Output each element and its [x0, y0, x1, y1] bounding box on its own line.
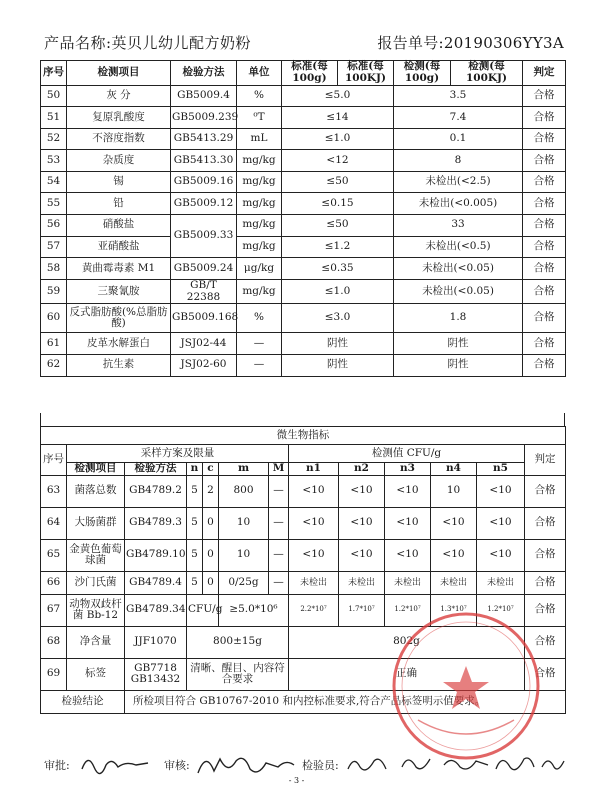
row-verdict: 合格	[523, 279, 566, 304]
micro-title: 微生物指标	[41, 427, 566, 445]
row-c: 0	[203, 571, 219, 594]
row-n2: 未检出	[339, 571, 385, 594]
row-method: GB7718 GB13432	[125, 658, 187, 690]
row-n3: 1.2*10⁷	[385, 594, 431, 626]
row-n2: 1.7*10⁷	[339, 594, 385, 626]
col-verdict: 判定	[525, 445, 566, 476]
row-unit: mg/kg	[237, 236, 282, 258]
row-detected: 未检出(<0.05)	[394, 279, 523, 304]
row-standard: 清晰、醒目、内容符合要求	[187, 658, 289, 690]
col-item: 检测项目	[67, 61, 171, 86]
col-n5: n5	[477, 463, 525, 476]
col-n1: n1	[289, 463, 339, 476]
row-standard: 阴性	[282, 333, 394, 355]
row-M: —	[269, 475, 289, 507]
row-item: 不溶度指数	[67, 128, 171, 150]
table-row	[41, 215, 566, 237]
row-standard: ≤1.2	[282, 236, 394, 258]
row-verdict: 合格	[525, 475, 566, 507]
row-n2: <10	[339, 475, 385, 507]
row-standard: 阴性	[282, 354, 394, 376]
table-row	[41, 475, 566, 507]
col-no: 序号	[41, 61, 67, 86]
row-no: 63	[41, 475, 67, 507]
row-m: 800	[219, 475, 269, 507]
row-n5: <10	[477, 475, 525, 507]
row-m: 0/25g	[219, 571, 269, 594]
col-n2: n2	[339, 463, 385, 476]
row-n: 5	[187, 539, 203, 571]
table-row	[41, 128, 566, 150]
row-no: 56	[41, 215, 67, 237]
row-detected: 阴性	[394, 333, 523, 355]
row-no: 59	[41, 279, 67, 304]
row-item: 硝酸盐	[67, 215, 171, 237]
row-n3: <10	[385, 475, 431, 507]
table-row	[41, 171, 566, 193]
row-method: GB5413.30	[171, 150, 237, 172]
row-c: 0	[203, 539, 219, 571]
physchem-table	[40, 60, 566, 377]
row-M: —	[269, 571, 289, 594]
row-detected: 8	[394, 150, 523, 172]
row-n4: <10	[431, 539, 477, 571]
row-standard: ≤5.0	[282, 85, 394, 107]
row-standard: 800±15g	[187, 626, 289, 658]
row-unit: ⁰T	[237, 107, 282, 129]
row-verdict: 合格	[523, 193, 566, 215]
row-no: 67	[41, 594, 67, 626]
row-no: 61	[41, 333, 67, 355]
row-no: 62	[41, 354, 67, 376]
row-method: GB4789.2	[125, 475, 187, 507]
row-unit: %	[237, 304, 282, 333]
col-c: c	[203, 463, 219, 476]
row-m: ≥5.0*10⁶	[219, 594, 289, 626]
row-c: 2	[203, 475, 219, 507]
table-row	[41, 258, 566, 280]
table-row	[41, 85, 566, 107]
detect-value-header: 检测值 CFU/g	[289, 445, 525, 463]
row-method: GB5009.168	[171, 304, 237, 333]
row-n1: 2.2*10⁷	[289, 594, 339, 626]
row-unit: μg/kg	[237, 258, 282, 280]
row-method: GB5413.29	[171, 128, 237, 150]
row-verdict: 合格	[525, 594, 566, 626]
row-detected: 802g	[289, 626, 525, 658]
row-verdict: 合格	[523, 354, 566, 376]
row-standard: ≤50	[282, 215, 394, 237]
inspection-stamp	[388, 608, 544, 764]
row-verdict: 合格	[523, 304, 566, 333]
micro-title-row	[41, 427, 566, 445]
col-det100kj: 检测(每100KJ)	[451, 61, 523, 86]
row-detected: 3.5	[394, 85, 523, 107]
row-no: 50	[41, 85, 67, 107]
row-method: GB4789.10	[125, 539, 187, 571]
row-no: 52	[41, 128, 67, 150]
row-unit: mL	[237, 128, 282, 150]
row-no: 57	[41, 236, 67, 258]
row-item: 净含量	[67, 626, 125, 658]
row-n5: <10	[477, 539, 525, 571]
row-no: 58	[41, 258, 67, 280]
page-number: - 3 -	[288, 776, 305, 785]
row-n4: 1.3*10⁷	[431, 594, 477, 626]
row-n1: <10	[289, 507, 339, 539]
row-verdict: 合格	[523, 107, 566, 129]
table-row	[41, 304, 566, 333]
row-n2: <10	[339, 507, 385, 539]
row-item: 反式脂肪酸(%总脂肪酸)	[67, 304, 171, 333]
row-item: 三聚氰胺	[67, 279, 171, 304]
row-n4: 10	[431, 475, 477, 507]
row-nc: CFU/g	[187, 594, 219, 626]
table-row	[41, 193, 566, 215]
row-no: 53	[41, 150, 67, 172]
table-row	[41, 571, 566, 594]
row-no: 54	[41, 171, 67, 193]
row-detected: 未检出(<2.5)	[394, 171, 523, 193]
row-standard: ≤50	[282, 171, 394, 193]
table-row	[41, 107, 566, 129]
row-no: 55	[41, 193, 67, 215]
row-n1: <10	[289, 539, 339, 571]
row-method: GB4789.34	[125, 594, 187, 626]
row-verdict: 合格	[523, 85, 566, 107]
row-standard: ≤3.0	[282, 304, 394, 333]
row-no: 65	[41, 539, 67, 571]
row-detected: 7.4	[394, 107, 523, 129]
row-unit: mg/kg	[237, 215, 282, 237]
row-standard: ≤14	[282, 107, 394, 129]
col-verdict: 判定	[523, 61, 566, 86]
row-n: 5	[187, 475, 203, 507]
row-verdict: 合格	[523, 258, 566, 280]
col-M: M	[269, 463, 289, 476]
row-n: 5	[187, 507, 203, 539]
row-standard: ≤1.0	[282, 279, 394, 304]
row-method: GB/T 22388	[171, 279, 237, 304]
table-row	[41, 236, 566, 258]
row-method: GB5009.239	[171, 107, 237, 129]
row-detected: 未检出(<0.5)	[394, 236, 523, 258]
row-item: 菌落总数	[67, 475, 125, 507]
row-n4: <10	[431, 507, 477, 539]
col-det100g: 检测(每100g)	[394, 61, 451, 86]
row-detected: 阴性	[394, 354, 523, 376]
col-n3: n3	[385, 463, 431, 476]
row-unit: —	[237, 333, 282, 355]
row-detected: 未检出(<0.05)	[394, 258, 523, 280]
row-verdict: 合格	[523, 215, 566, 237]
row-no: 69	[41, 658, 67, 690]
row-method: JSJ02-44	[171, 333, 237, 355]
row-standard: <12	[282, 150, 394, 172]
row-verdict: 合格	[525, 507, 566, 539]
row-item: 铅	[67, 193, 171, 215]
row-unit: mg/kg	[237, 171, 282, 193]
col-std100g: 标准(每100g)	[282, 61, 338, 86]
row-item: 杂质度	[67, 150, 171, 172]
row-item: 大肠菌群	[67, 507, 125, 539]
row-verdict: 合格	[525, 571, 566, 594]
row-n2: <10	[339, 539, 385, 571]
row-verdict: 合格	[523, 171, 566, 193]
row-detected: 未检出(<0.005)	[394, 193, 523, 215]
table-row	[41, 539, 566, 571]
row-verdict: 合格	[525, 658, 566, 690]
row-item: 灰 分	[67, 85, 171, 107]
row-method: GB5009.33	[171, 215, 237, 258]
row-detected: 33	[394, 215, 523, 237]
row-item: 金黄色葡萄球菌	[67, 539, 125, 571]
table-header-row	[41, 61, 566, 86]
row-verdict: 合格	[525, 539, 566, 571]
review-label: 审核:	[164, 759, 190, 772]
row-unit: —	[237, 354, 282, 376]
row-no: 68	[41, 626, 67, 658]
row-verdict: 合格	[525, 626, 566, 658]
row-standard: ≤0.35	[282, 258, 394, 280]
approve-label: 审批:	[44, 759, 70, 772]
row-n5: 1.2*10⁷	[477, 594, 525, 626]
row-item: 亚硝酸盐	[67, 236, 171, 258]
table-gap	[40, 413, 565, 426]
row-item: 抗生素	[67, 354, 171, 376]
inspector-label: 检验员:	[302, 759, 339, 772]
row-m: 10	[219, 539, 269, 571]
row-m: 10	[219, 507, 269, 539]
row-n3: <10	[385, 507, 431, 539]
row-item: 复原乳酸度	[67, 107, 171, 129]
row-item: 锡	[67, 171, 171, 193]
row-n5: <10	[477, 507, 525, 539]
row-method: GB4789.4	[125, 571, 187, 594]
micro-header-row-2	[41, 463, 566, 476]
row-method: GB5009.16	[171, 171, 237, 193]
row-no: 64	[41, 507, 67, 539]
row-n1: 未检出	[289, 571, 339, 594]
col-no: 序号	[41, 445, 67, 476]
table-row	[41, 150, 566, 172]
row-method: GB5009.12	[171, 193, 237, 215]
row-n4: 未检出	[431, 571, 477, 594]
row-method: GB5009.24	[171, 258, 237, 280]
col-item: 检测项目	[67, 463, 125, 476]
row-method: JSJ02-60	[171, 354, 237, 376]
row-n3: 未检出	[385, 571, 431, 594]
row-verdict: 合格	[523, 333, 566, 355]
product-name: 产品名称:英贝儿幼儿配方奶粉	[44, 34, 252, 52]
row-no: 60	[41, 304, 67, 333]
row-no: 51	[41, 107, 67, 129]
report-number: 报告单号:20190306YY3A	[377, 34, 564, 52]
table-row	[41, 279, 566, 304]
row-detected: 正确	[289, 658, 525, 690]
row-standard: ≤0.15	[282, 193, 394, 215]
row-standard: ≤1.0	[282, 128, 394, 150]
table-row	[41, 507, 566, 539]
sampling-plan-header: 采样方案及限量	[67, 445, 289, 463]
row-unit: %	[237, 85, 282, 107]
col-m: m	[219, 463, 269, 476]
row-n5: 未检出	[477, 571, 525, 594]
row-method: GB4789.3	[125, 507, 187, 539]
conclusion-text: 所检项目符合 GB10767-2010 和内控标准要求,符合产品标签明示值要求。	[125, 690, 566, 713]
table-row	[41, 354, 566, 376]
col-method: 检验方法	[171, 61, 237, 86]
row-verdict: 合格	[523, 236, 566, 258]
table-row	[41, 333, 566, 355]
col-std100kj: 标准(每100KJ)	[338, 61, 394, 86]
row-verdict: 合格	[523, 128, 566, 150]
row-verdict: 合格	[523, 150, 566, 172]
row-no: 66	[41, 571, 67, 594]
row-n3: <10	[385, 539, 431, 571]
row-M: —	[269, 539, 289, 571]
col-method: 检验方法	[125, 463, 187, 476]
row-unit: mg/kg	[237, 150, 282, 172]
row-item: 沙门氏菌	[67, 571, 125, 594]
row-item: 动物双歧杆菌 Bb-12	[67, 594, 125, 626]
conclusion-label: 检验结论	[41, 690, 125, 713]
row-unit: mg/kg	[237, 279, 282, 304]
report-header	[44, 32, 564, 54]
row-detected: 1.8	[394, 304, 523, 333]
row-n1: <10	[289, 475, 339, 507]
row-unit: mg/kg	[237, 193, 282, 215]
row-item: 黄曲霉毒素 M1	[67, 258, 171, 280]
col-unit: 单位	[237, 61, 282, 86]
col-n4: n4	[431, 463, 477, 476]
row-detected: 0.1	[394, 128, 523, 150]
micro-header-row-1	[41, 445, 566, 463]
row-method: GB5009.4	[171, 85, 237, 107]
row-n: 5	[187, 571, 203, 594]
row-M: —	[269, 507, 289, 539]
row-item: 标签	[67, 658, 125, 690]
col-n: n	[187, 463, 203, 476]
row-method: JJF1070	[125, 626, 187, 658]
row-item: 皮革水解蛋白	[67, 333, 171, 355]
row-c: 0	[203, 507, 219, 539]
